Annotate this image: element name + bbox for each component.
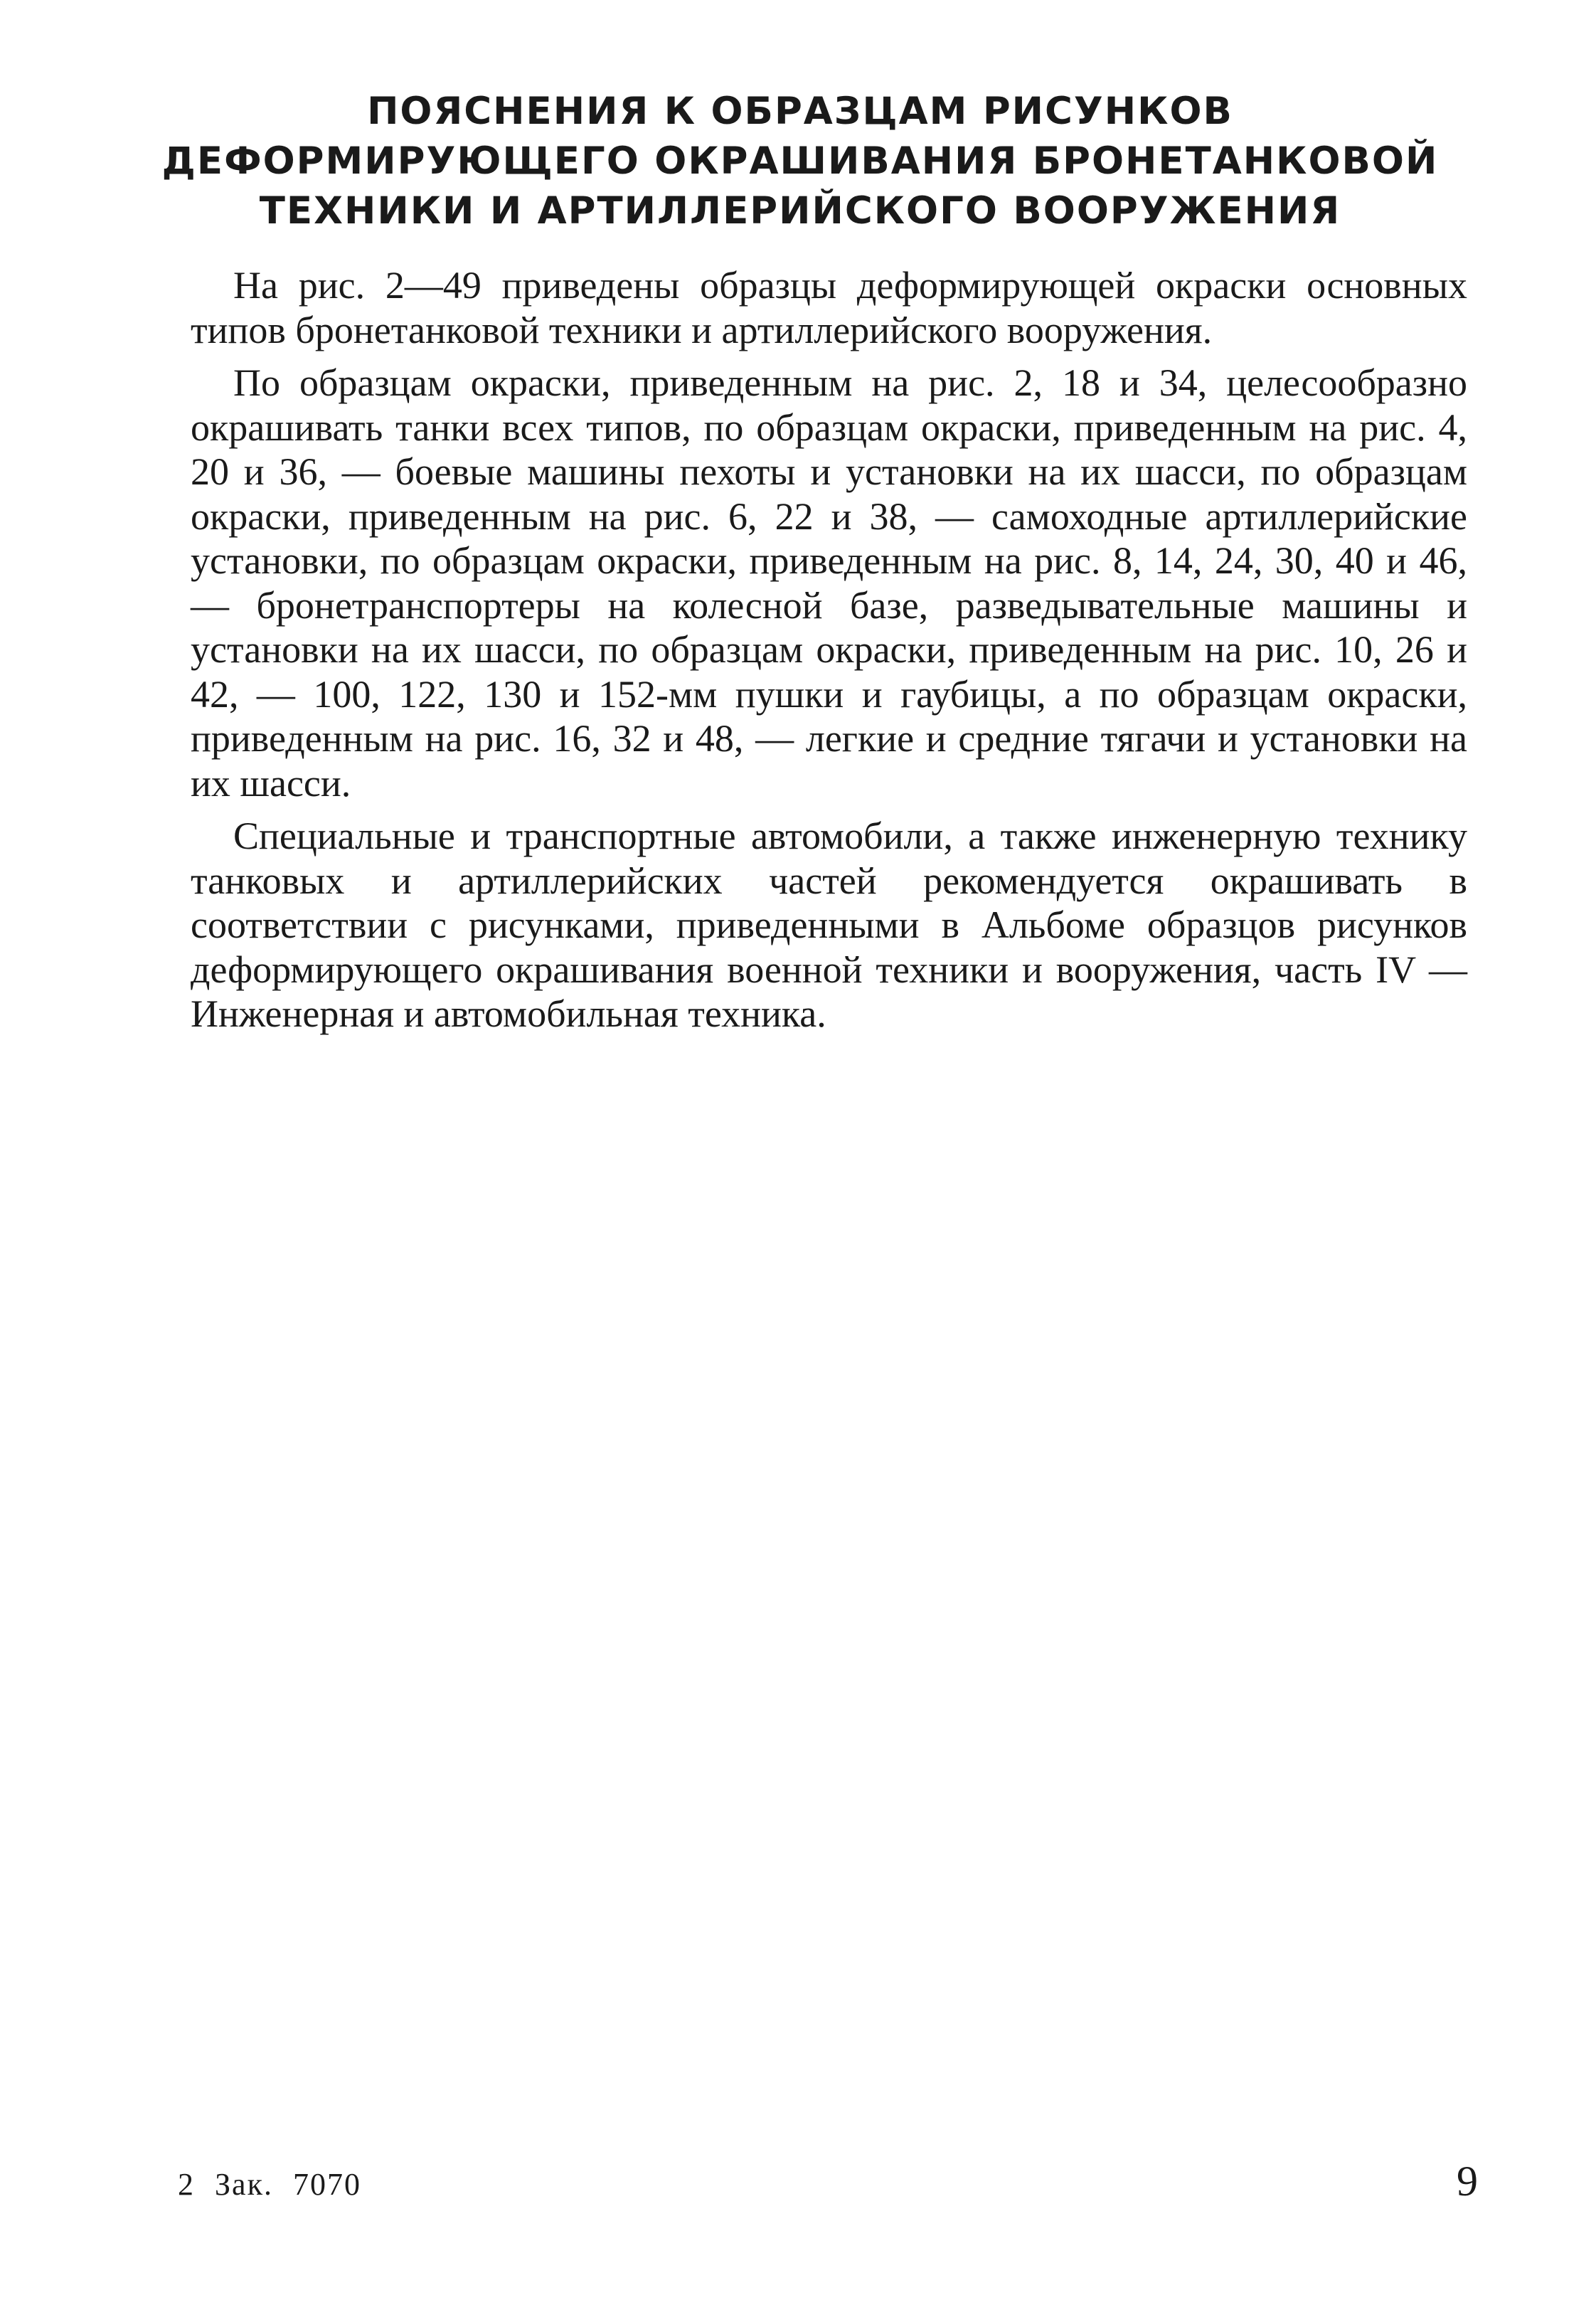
signature-number: 2 (178, 2167, 195, 2202)
paragraph-paint-samples: По образцам окраски, приведенным на рис. 2, 18 и 34, целесообразно окрашивать танки всех типов, по образцам окраски, приведенным на рис. 4, 20 и 36, — боевые машины пехоты и установки на их шасси, по образцам окраски, приведенным на рис. 6, 22 и 38, — самоходные артиллерийские установки, по образцам окраски, приведенным на рис. 8, 14, 24, 30, 40 и 46, — бронетранспортеры на колесной базе, разведывательные машины и установки на их шасси, по образцам окраски, приведенным на рис. 10, 26 и 42, — 100, 122, 130 и 152-мм пушки и гаубицы, а по образцам окраски, приведенным на рис. 16, 32 и 48, — легкие и средние тягачи и установки на их шасси. (191, 361, 1467, 805)
paragraph-special-vehicles: Специальные и транспортные автомобили, а также инженерную технику танковых и артиллерийских частей рекомендуется окрашивать в соответствии с рисунками, приведенными в Альбоме образцов рисунков деформирующего окрашивания военной техники и вооружения, часть IV — Инженерная и автомобильная техника. (191, 815, 1467, 1035)
order-number: 7070 (292, 2167, 361, 2202)
heading-line-1: ПОЯСНЕНИЯ К ОБРАЗЦАМ РИСУНКОВ (367, 90, 1233, 133)
paragraph-intro: На рис. 2—49 приведены образцы деформирующей окраски основных типов бронетанковой техники и артиллерийского вооружения. (191, 264, 1467, 351)
page-number: 9 (1457, 2158, 1478, 2205)
print-order-info (178, 2166, 381, 2202)
heading-line-2: ДЕФОРМИРУЮЩЕГО ОКРАШИВАНИЯ БРОНЕТАНКОВОЙ (161, 139, 1439, 183)
body-text (191, 263, 1467, 1045)
heading-line-3: ТЕХНИКИ И АРТИЛЛЕРИЙСКОГО ВООРУЖЕНИЯ (259, 189, 1341, 233)
page-heading (128, 87, 1472, 236)
order-label: Зак. (215, 2167, 273, 2202)
